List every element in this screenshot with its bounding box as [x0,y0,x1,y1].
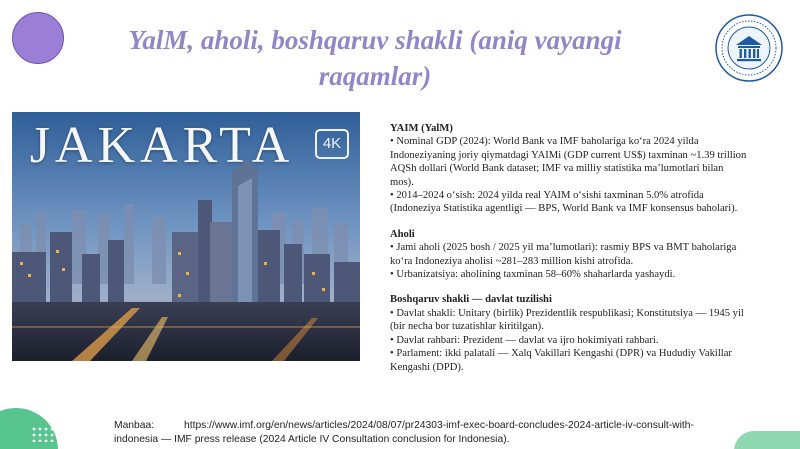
decorative-green-tab [734,431,800,449]
bullet-head-of-state: • Davlat rahbari: Prezident — davlat va ijro hokimiyati rahbari. [390,334,659,346]
bullet-growth: • 2014–2024 o‘sish: 2024 yilda real YAIM o‘sishi taxminan 5.0% atrofida (Indoneziya Statistika agentligi — BPS, World Bank va IMF konsensus baholari). [390,190,738,215]
source-link[interactable]: https://www.imf.org/en/news/articles/2024/08/07/pr24303-imf-exec-board-concludes-2024-article-iv-consult-with-indonesia — IMF press release (2024 Article IV Consultation conclusion for Indonesia). [114,420,694,445]
bullet-state-form: • Davlat shakli: Unitary (birlik) Prezidentlik respublikasi; Konstitutsiya — 1945 yil (bir necha bor tuzatishlar kiritilgan). [390,307,744,333]
content-text [390,122,748,374]
slide-title: YalM, aholi, boshqaruv shakli (aniq vayangi raqamlar) [128,25,622,91]
source-label: Manbaa: [114,420,155,431]
decorative-circle [12,12,64,64]
section-heading-yaim: YAIM (YalM) [390,123,453,134]
section-heading-aholi: Aholi [390,228,415,240]
video-quality-badge: 4K [315,129,349,159]
photo-caption-title: JAKARTA [29,117,295,174]
section-heading-government: Boshqaruv shakli — davlat tuzilishi [390,294,552,306]
dot-grid-icon [31,426,55,442]
bullet-urbanization: • Urbanizatsiya: aholining taxminan 58–60% shaharlarda yashaydi. [390,269,676,281]
bullet-parliament: • Parlament: ikki palatali — Xalq Vakillari Kengashi (DPR) va Hududiy Vakillar Kengashi (DPD). [390,348,732,373]
source-note [114,419,714,447]
bullet-population: • Jami aholi (2025 bosh / 2025 yil ma’lumotlari): rasmiy BPS va BMT baholariga ko‘ra Indoneziya aholisi ~281–283 million kishi atrofida. [390,242,737,267]
university-emblem-icon [714,13,784,83]
jakarta-city-photo [12,112,360,361]
bullet-nominal-gdp: • Nominal GDP (2024): World Bank va IMF baholariga ko‘ra 2024 yilda Indoneziyaning joriy qiymatdagi YAIMi (GDP current US$) taxminan ~1.39 trillion AQSh dollari (World Bank dataset; IMF va milliy statistika ma’lumotlari bilan mos). [390,136,747,188]
